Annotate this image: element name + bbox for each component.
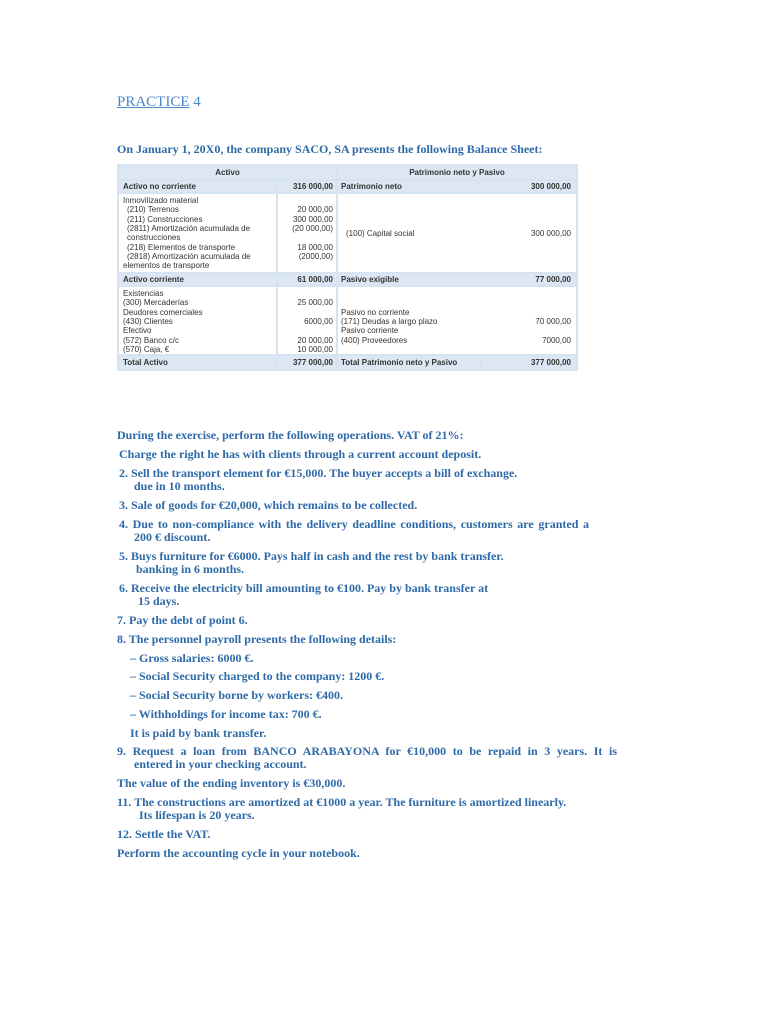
op-4: 4. Due to non-compliance with the delivery deadline conditions, customers are granted a [119,517,589,531]
bs-inmov-line: (211) Construcciones [127,214,203,224]
bs-corr-line: Efectivo [123,326,152,336]
title-number: 4 [189,94,201,110]
op-9-cont: entered in your checking account. [134,757,307,771]
bs-pe-cell [338,274,576,285]
bs-corr-labels [119,287,276,354]
bs-anc-value: 316 000,00 [292,182,333,191]
bs-corr-value: 25 000,00 [297,298,333,308]
op-8-paid: It is paid by bank transfer. [130,726,267,740]
bs-total-left-cell [119,356,276,369]
page-title [117,94,201,111]
bs-total-left-value: 377 000,00 [292,358,333,367]
bs-liab-value: 70 000,00 [535,316,571,326]
bs-corr-line: (430) Clientes [123,316,173,326]
bs-inmov-line: (2811) Amortización acumulada de [127,223,251,233]
balance-sheet [117,164,578,371]
bs-inmov-line: elementos de transporte [123,261,210,271]
bs-total-left-label: Total Activo [123,358,168,367]
bs-header-right [338,166,576,179]
op-5-cont: banking in 6 months. [136,562,245,576]
op-8-item: – Withholdings for income tax: 700 €. [130,707,322,721]
bs-inmov-labels [119,194,276,272]
bs-inmov-values [278,194,336,272]
op-3: 3. Sale of goods for €20,000, which remains to be collected. [119,498,418,512]
bs-pn-cell [338,181,576,192]
op-8-item: – Gross salaries: 6000 €. [130,651,254,665]
bs-corr-line: (570) Caja, € [123,344,170,354]
bs-pn-label: Patrimonio neto [341,182,402,191]
op-2-cont: due in 10 months. [134,479,225,493]
bs-total-left-value-cell [278,356,336,369]
bs-total-right-label: Total Patrimonio neto y Pasivo [341,358,458,367]
bs-inmov-group: Inmovilizado material [123,196,199,205]
bs-header-left-label: Activo [215,168,240,177]
bs-inmov-value: 300 000,00 [292,214,333,224]
op-8-item: – Social Security charged to the company: 1200 €. [130,669,385,683]
bs-liab-cell [338,287,576,354]
bs-pn-value: 300 000,00 [530,182,571,191]
bs-corr-line: Deudores comerciales [123,307,203,317]
op-9: 9. Request a loan from BANCO ARABAYONA for €10,000 to be repaid in 3 years. It is [117,744,617,758]
bs-total-right-value: 377 000,00 [530,358,571,367]
bs-anc-value-cell [278,181,336,192]
bs-ac-label: Activo corriente [123,275,184,284]
bs-pe-label: Pasivo exigible [341,275,399,284]
intro-text: On January 1, 20X0, the company SACO, SA presents the following Balance Sheet: [117,142,543,156]
op-8: 8. The personnel payroll presents the following details: [117,632,397,646]
bs-inmov-line: (2818) Amortización acumulada de [127,251,251,261]
bs-ac-label-cell [119,274,276,285]
bs-pe-value: 77 000,00 [535,275,571,284]
op-7: 7. Pay the debt of point 6. [117,613,248,627]
bs-ac-value: 61 000,00 [297,275,333,284]
op-8-item: – Social Security borne by workers: €400. [130,688,343,702]
bs-corr-value: 10 000,00 [297,344,333,354]
bs-ac-value-cell [278,274,336,285]
bs-header-left [119,166,336,179]
bs-corr-line: (572) Banco c/c [123,335,180,345]
bs-corr-value: 6000,00 [304,316,333,326]
bs-corr-values [278,287,336,354]
ops-lead: During the exercise, perform the following operations. VAT of 21%: [117,428,464,442]
bs-liab-line: Pasivo corriente [341,326,399,336]
bs-capital-label: (100) Capital social [346,229,415,238]
op-11: 11. The constructions are amortized at €1000 a year. The furniture is amortized linearly. [117,795,567,809]
bs-anc-label: Activo no corriente [123,182,196,191]
bs-anc-label-cell [119,181,276,192]
bs-inmov-value: 20 000,00 [297,205,333,215]
bs-liab-line: Pasivo no corriente [341,307,410,317]
closing-instruction: Perform the accounting cycle in your notebook. [117,846,360,860]
bs-capital-cell [338,194,576,272]
op-6-cont: 15 days. [138,594,180,608]
bs-inmov-value: (20 000,00) [292,223,333,233]
op-1: Charge the right he has with clients through a current account deposit. [119,447,482,461]
title-underlined: PRACTICE [117,94,190,110]
bs-total-right-cell [338,356,480,369]
bs-inmov-value: (2000,00) [298,251,333,261]
bs-corr-line: Existencias [123,289,164,298]
inventory-note: The value of the ending inventory is €30,000. [117,776,346,790]
op-6: 6. Receive the electricity bill amounting to €100. Pay by bank transfer at [119,581,489,595]
op-5: 5. Buys furniture for €6000. Pays half in cash and the rest by bank transfer. [119,549,504,563]
bs-inmov-line: (218) Elementos de transporte [127,242,236,252]
bs-liab-line: (171) Deudas a largo plazo [341,316,438,326]
op-12: 12. Settle the VAT. [117,827,211,841]
bs-inmov-value: 18 000,00 [297,242,333,252]
bs-total-right-value-cell [482,356,576,369]
bs-header-right-label: Patrimonio neto y Pasivo [409,168,505,177]
op-11-cont: Its lifespan is 20 years. [139,808,255,822]
op-2: 2. Sell the transport element for €15,000. The buyer accepts a bill of exchange. [119,466,518,480]
bs-capital-value: 300 000,00 [530,229,571,238]
bs-liab-line: (400) Proveedores [341,335,408,345]
bs-liab-value: 7000,00 [542,335,571,345]
bs-inmov-line: construcciones [127,233,181,243]
bs-corr-value: 20 000,00 [297,335,333,345]
bs-inmov-line: (210) Terrenos [127,205,179,215]
op-4-cont: 200 € discount. [134,530,211,544]
bs-corr-line: (300) Mercaderías [123,298,189,308]
